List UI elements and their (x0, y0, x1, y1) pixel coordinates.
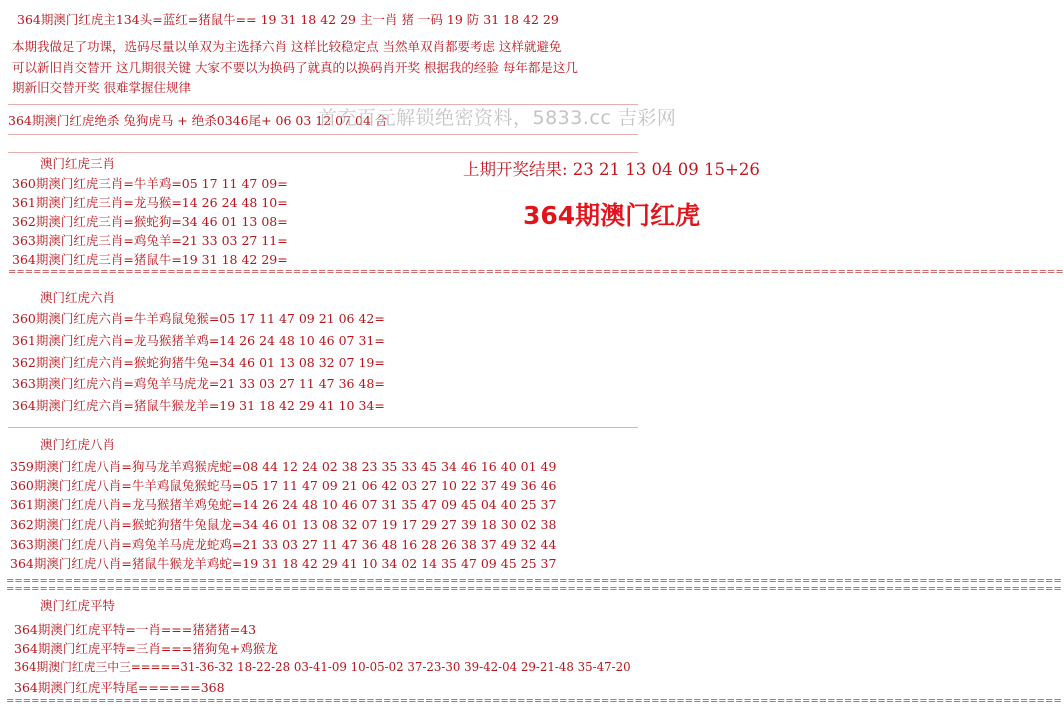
last-result: 上期开奖结果: 23 21 13 04 09 15+26 (463, 160, 760, 179)
table-row: 360期澳门红虎八肖=牛羊鸡鼠兔猴蛇马=05 17 11 47 09 21 06 42 03 27 10 22 37 49 36 46 (10, 478, 557, 493)
list-item: 363期澳门红虎三肖=鸡兔羊=21 33 03 27 11= (12, 233, 288, 248)
rule-bottom: ============================================================================================================================== (6, 696, 1062, 707)
list-item: 364期澳门红虎平特尾======368 (14, 680, 225, 695)
list-item: 364期澳门红虎三肖=猪鼠牛=19 31 18 42 29= (12, 252, 288, 267)
intro-line-3: 期新旧交替开奖 很难掌握住规律 (12, 80, 191, 95)
list-item: 361期澳门红虎六肖=龙马猴猪羊鸡=14 26 24 48 10 46 07 31= (12, 333, 385, 348)
list-item: 360期澳门红虎六肖=牛羊鸡鼠兔猴=05 17 11 47 09 21 06 42= (12, 311, 385, 326)
rule-six: ______________________________________________________________________________________________________________________________ (8, 417, 638, 428)
rule-top-2: ______________________________________________________________________________________________________________________________ (8, 124, 638, 135)
list-item: 362期澳门红虎三肖=猴蛇狗=34 46 01 13 08= (12, 214, 288, 229)
rule-eight-b: ============================================================================================================================== (6, 584, 1062, 595)
table-row: 361期澳门红虎八肖=龙马猴猪羊鸡兔蛇=14 26 24 48 10 46 07 31 35 47 09 45 04 40 25 37 (10, 497, 557, 512)
table-row: 359期澳门红虎八肖=狗马龙羊鸡猴虎蛇=08 44 12 24 02 38 23 35 33 45 34 46 16 40 01 49 (10, 459, 557, 474)
rule-eight-a: ============================================================================================================================== (6, 576, 1062, 587)
list-item: 360期澳门红虎三肖=牛羊鸡=05 17 11 47 09= (12, 176, 288, 191)
table-row: 363期澳门红虎八肖=鸡兔羊马虎龙蛇鸡=21 33 03 27 11 47 36 48 16 28 26 38 37 49 32 44 (10, 537, 557, 552)
rule-top-3: ______________________________________________________________________________________________________________________________ (8, 142, 638, 153)
list-item: 364期澳门红虎三中三=====31-36-32 18-22-28 03-41-09 10-05-02 37-23-30 39-42-04 29-21-48 35-47-20 (14, 660, 631, 674)
big-title: 364期澳门红虎 (523, 201, 701, 230)
table-row: 362期澳门红虎八肖=猴蛇狗猪牛兔鼠龙=34 46 01 13 08 32 07 19 17 29 27 39 18 30 02 38 (10, 517, 557, 532)
intro-line-2: 可以新旧肖交替开 这几期很关键 大家不要以为换码了就真的以换码肖开奖 根据我的经验 每年都是这几 (12, 60, 578, 75)
rule-top-1: ______________________________________________________________________________________________________________________________ (8, 94, 638, 105)
header-line: 364期澳门红虎主134头=蓝红=猪鼠牛== 19 31 18 42 29 主一肖 猪 一码 19 防 31 18 42 29 (17, 12, 559, 27)
list-item: 364期澳门红虎平特=三肖===猪狗兔+鸡猴龙 (14, 641, 278, 656)
list-item: 363期澳门红虎六肖=鸡兔羊马虎龙=21 33 03 27 11 47 36 48= (12, 376, 385, 391)
watermark: 首充百元解锁绝密资料，5833.cc 吉彩网 (318, 107, 677, 129)
section-eight-title: 澳门红虎八肖 (40, 437, 116, 452)
section-six-title: 澳门红虎六肖 (40, 290, 116, 305)
list-item: 361期澳门红虎三肖=龙马猴=14 26 24 48 10= (12, 195, 288, 210)
kill-line: 364期澳门红虎绝杀 兔狗虎马 + 绝杀0346尾+ 06 03 12 07 04 合 (8, 113, 388, 128)
table-row: 364期澳门红虎八肖=猪鼠牛猴龙羊鸡蛇=19 31 18 42 29 41 10 34 02 14 35 47 09 45 25 37 (10, 556, 557, 571)
list-item: 364期澳门红虎平特=一肖===猪猪猪=43 (14, 622, 257, 637)
list-item: 364期澳门红虎六肖=猪鼠牛猴龙羊=19 31 18 42 29 41 10 34= (12, 398, 385, 413)
rule-three: ============================================================================================================================== (8, 267, 1064, 278)
section-three-title: 澳门红虎三肖 (40, 156, 116, 171)
list-item: 362期澳门红虎六肖=猴蛇狗猪牛兔=34 46 01 13 08 32 07 19= (12, 355, 385, 370)
section-special-title: 澳门红虎平特 (40, 598, 116, 613)
intro-line-1: 本期我做足了功课，选码尽量以单双为主选择六肖 这样比较稳定点 当然单双肖都要考虑 这样就避免 (12, 39, 562, 54)
